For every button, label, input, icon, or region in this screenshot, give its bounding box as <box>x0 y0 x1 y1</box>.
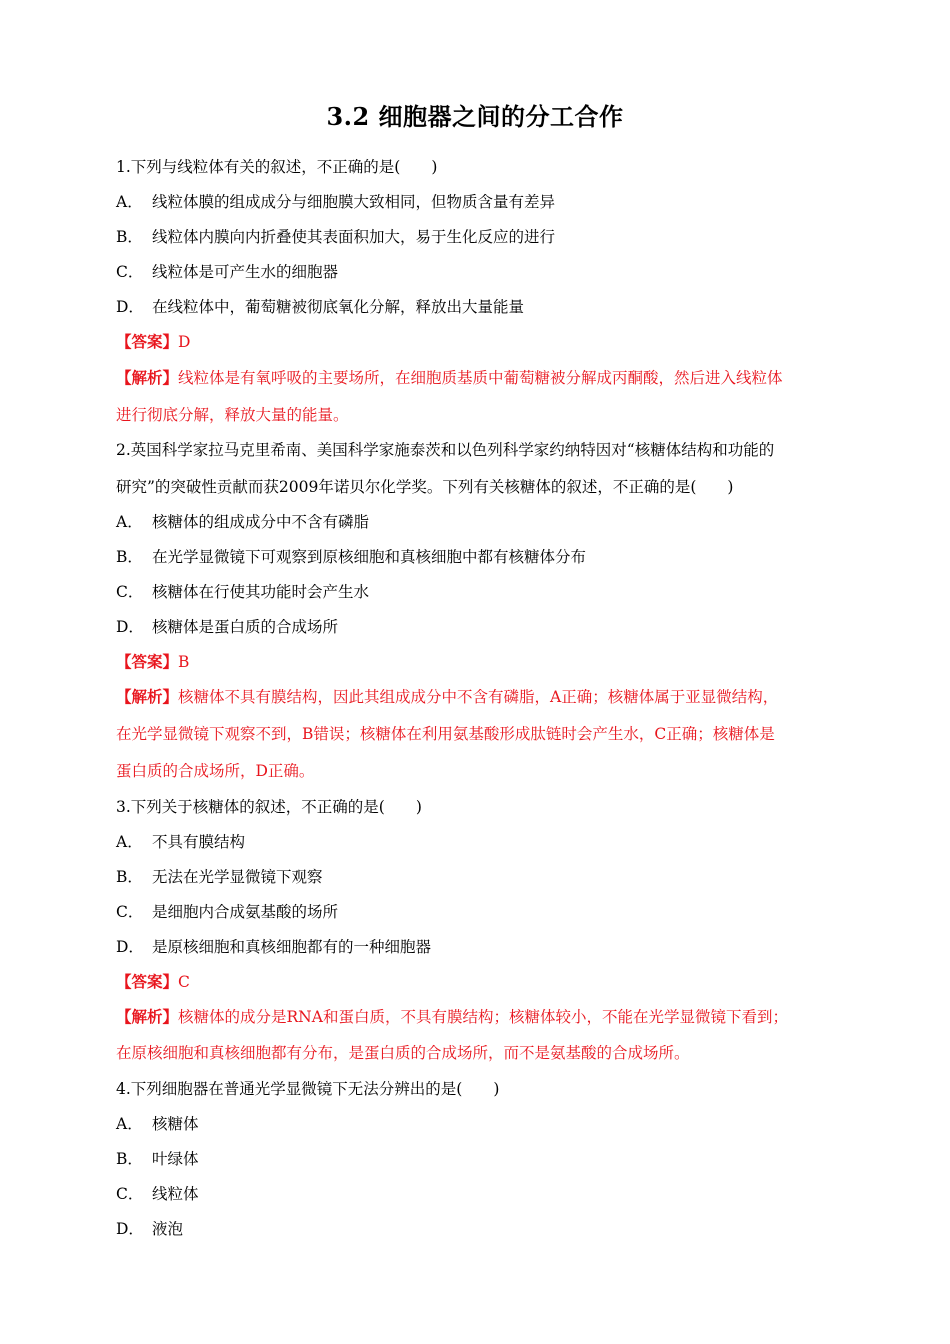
option-text: 无法在光学显微镜下观察 <box>152 868 323 886</box>
option-letter: B． <box>116 548 143 566</box>
option-text: 核糖体在行使其功能时会产生水 <box>152 583 370 601</box>
question-1-answer <box>116 332 190 352</box>
option-text: 线粒体内膜向内折叠使其表面积加大，易于生化反应的进行 <box>152 228 556 246</box>
option-text: 在线粒体中，葡萄糖被彻底氧化分解，释放出大量能量 <box>152 298 525 316</box>
answer-value: D <box>178 333 191 351</box>
question-4-option-c <box>116 1184 199 1204</box>
analysis-label: 【解析】 <box>116 368 179 387</box>
option-letter: D． <box>116 298 144 316</box>
question-1-analysis-cont: 进行彻底分解，释放大量的能量。 <box>116 406 349 424</box>
question-3-answer <box>116 972 190 992</box>
question-3-stem: 3.下列关于核糖体的叙述，不正确的是( ) <box>116 798 422 816</box>
question-3-analysis-cont: 在原核细胞和真核细胞都有分布，是蛋白质的合成场所，而不是氨基酸的合成场所。 <box>116 1044 690 1062</box>
answer-label: 【答案】 <box>116 972 179 991</box>
question-1-option-a <box>116 192 555 212</box>
option-text: 核糖体的组成成分中不含有磷脂 <box>152 513 370 531</box>
question-3-option-a <box>116 832 245 852</box>
question-2-option-a <box>116 512 369 532</box>
question-2-stem: 2.英国科学家拉马克里希南、美国科学家施泰茨和以色列科学家约纳特因对“核糖体结构和功能的 <box>116 441 775 459</box>
answer-value: B <box>178 653 190 671</box>
option-letter: C． <box>116 583 144 601</box>
question-2-option-d <box>116 617 338 637</box>
question-2-analysis-cont-1: 在光学显微镜下观察不到，B错误；核糖体在利用氨基酸形成肽链时会产生水，C正确；核糖体是 <box>116 725 775 743</box>
option-text: 液泡 <box>152 1220 184 1238</box>
option-letter: D． <box>116 618 144 636</box>
option-letter: A． <box>116 1115 143 1133</box>
page-title: 3.2 细胞器之间的分工合作 <box>326 102 624 131</box>
answer-label: 【答案】 <box>116 652 179 671</box>
option-letter: B． <box>116 228 143 246</box>
option-text: 核糖体 <box>152 1115 199 1133</box>
option-letter: A． <box>116 513 143 531</box>
option-letter: C． <box>116 1185 144 1203</box>
option-text: 叶绿体 <box>152 1150 199 1168</box>
option-text: 线粒体膜的组成成分与细胞膜大致相同，但物质含量有差异 <box>152 193 556 211</box>
question-2-analysis <box>116 687 778 707</box>
question-2-answer <box>116 652 189 672</box>
option-letter: C． <box>116 903 144 921</box>
option-text: 是细胞内合成氨基酸的场所 <box>152 903 339 921</box>
question-3-analysis <box>116 1007 788 1027</box>
option-letter: A． <box>116 833 143 851</box>
analysis-label: 【解析】 <box>116 687 179 706</box>
option-text: 核糖体是蛋白质的合成场所 <box>152 618 339 636</box>
option-text: 在光学显微镜下可观察到原核细胞和真核细胞中都有核糖体分布 <box>152 548 587 566</box>
analysis-text: 线粒体是有氧呼吸的主要场所，在细胞质基质中葡萄糖被分解成丙酮酸，然后进入线粒体 <box>178 369 783 387</box>
answer-label: 【答案】 <box>116 332 179 351</box>
question-4-option-b <box>116 1149 199 1169</box>
question-4-stem: 4.下列细胞器在普通光学显微镜下无法分辨出的是( ) <box>116 1080 500 1098</box>
option-letter: C． <box>116 263 144 281</box>
question-2-analysis-cont-2: 蛋白质的合成场所，D正确。 <box>116 762 315 780</box>
option-text: 线粒体是可产生水的细胞器 <box>152 263 339 281</box>
question-2-stem-cont: 研究”的突破性贡献而获2009年诺贝尔化学奖。下列有关核糖体的叙述，不正确的是( ) <box>116 478 734 496</box>
option-letter: D． <box>116 938 144 956</box>
option-letter: A． <box>116 193 143 211</box>
question-1-option-b <box>116 227 555 247</box>
question-3-option-b <box>116 867 323 887</box>
question-3-option-c <box>116 902 338 922</box>
analysis-text: 核糖体的成分是RNA和蛋白质，不具有膜结构；核糖体较小，不能在光学显微镜下看到； <box>178 1008 788 1026</box>
option-text: 不具有膜结构 <box>152 833 246 851</box>
question-2-option-b <box>116 547 586 567</box>
question-1-option-c <box>116 262 338 282</box>
answer-value: C <box>178 973 190 991</box>
analysis-text: 核糖体不具有膜结构，因此其组成成分中不含有磷脂，A正确；核糖体属于亚显微结构， <box>178 688 779 706</box>
analysis-label: 【解析】 <box>116 1007 179 1026</box>
option-text: 线粒体 <box>152 1185 199 1203</box>
option-text: 是原核细胞和真核细胞都有的一种细胞器 <box>152 938 432 956</box>
question-3-option-d <box>116 937 431 957</box>
option-letter: D． <box>116 1220 144 1238</box>
question-1-stem: 1.下列与线粒体有关的叙述，不正确的是( ) <box>116 158 438 176</box>
option-letter: B． <box>116 868 143 886</box>
question-2-option-c <box>116 582 369 602</box>
question-4-option-d <box>116 1219 183 1239</box>
question-1-analysis <box>116 368 783 388</box>
option-letter: B． <box>116 1150 143 1168</box>
question-1-option-d <box>116 297 524 317</box>
question-4-option-a <box>116 1114 199 1134</box>
